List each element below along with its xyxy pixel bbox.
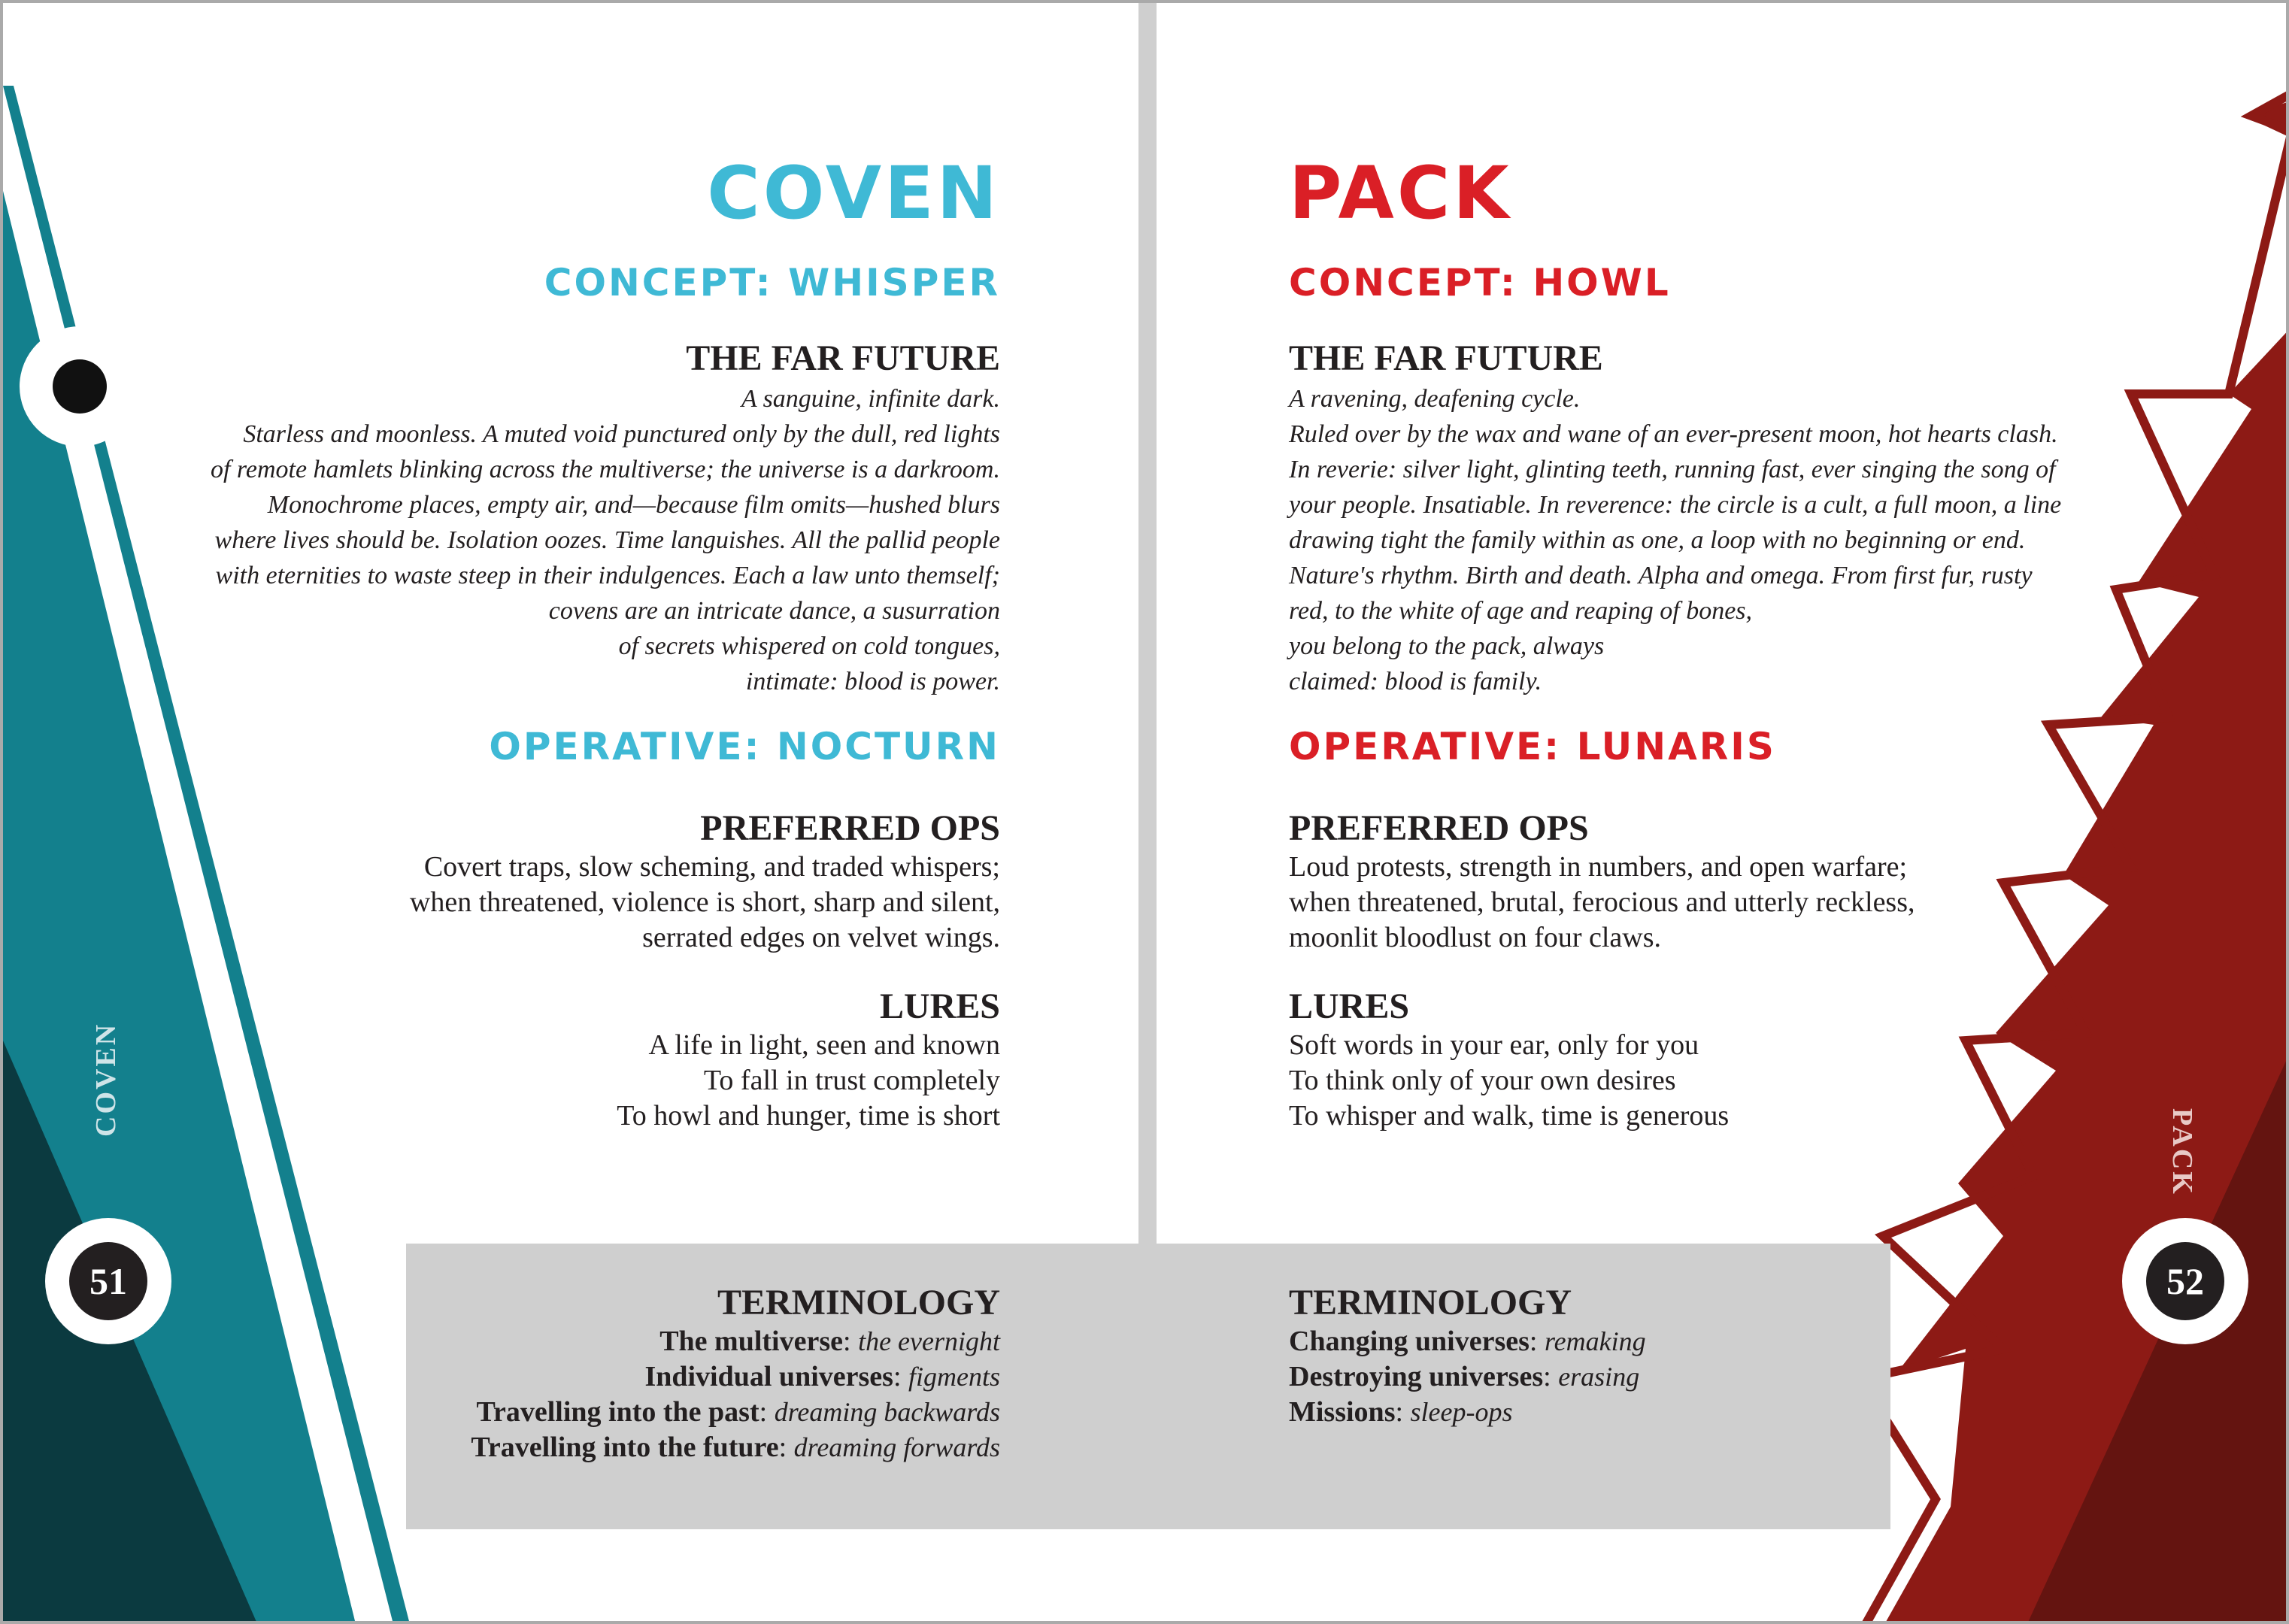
term-sep: :: [1395, 1396, 1411, 1428]
text-line: when threatened, brutal, ferocious and utterly reckless,: [1289, 886, 1915, 918]
page-number-left: 51: [69, 1242, 147, 1320]
terminology-row: [1289, 1359, 2154, 1395]
pack-column: [1289, 151, 2154, 1134]
coven-dot-icon: [53, 359, 107, 414]
text-line: Monochrome places, empty air, and—because film omits—hushed blurs: [267, 491, 1000, 519]
term-sep: :: [759, 1396, 775, 1428]
pack-far-future-text: [1289, 381, 2154, 699]
pack-concept: CONCEPT: HOWL: [1289, 261, 1671, 304]
text-line: when threatened, violence is short, sharp and silent,: [409, 886, 1000, 918]
term-value: sleep-ops: [1410, 1397, 1513, 1427]
terminology-row: [0, 1395, 1000, 1430]
pack-terminology-heading: TERMINOLOGY: [1289, 1283, 1572, 1323]
text-line: moonlit bloodlust on four claws.: [1289, 922, 1662, 953]
text-line: To fall in trust completely: [703, 1065, 1000, 1096]
term-sep: :: [1529, 1326, 1545, 1357]
terminology-row: [0, 1359, 1000, 1395]
coven-operative: OPERATIVE: NOCTURN: [489, 725, 1000, 768]
pack-preferred-ops-text: [1289, 850, 2154, 956]
pack-side-label: PACK: [2166, 1108, 2198, 1196]
coven-preferred-ops-text: [0, 850, 1000, 956]
text-line: Ruled over by the wax and wane of an ever-present moon, hot hearts clash.: [1289, 420, 2058, 448]
term-label: Missions: [1289, 1396, 1396, 1428]
terminology-row: [0, 1324, 1000, 1359]
coven-lures-text: [0, 1028, 1000, 1134]
terminology-row: [1289, 1395, 2154, 1430]
term-sep: :: [778, 1432, 794, 1463]
text-line: of secrets whispered on cold tongues,: [618, 632, 1000, 660]
coven-side-label: COVEN: [90, 1022, 122, 1137]
coven-far-future-text: [0, 381, 1000, 699]
pack-operative: OPERATIVE: LUNARIS: [1289, 725, 1776, 768]
coven-title: COVEN: [707, 151, 1000, 235]
term-label: The multiverse: [659, 1326, 843, 1357]
terminology-row: [1289, 1324, 2154, 1359]
text-line: A life in light, seen and known: [648, 1029, 1000, 1061]
text-line: with eternities to waste steep in their indulgences. Each a law unto themself;: [215, 562, 1000, 589]
term-label: Destroying universes: [1289, 1361, 1544, 1392]
term-value: remaking: [1544, 1326, 1646, 1356]
text-line: drawing tight the family within as one, a loop with no beginning or end.: [1289, 526, 2026, 554]
gutter-divider: [1138, 3, 1157, 1251]
text-line: where lives should be. Isolation oozes. Time languishes. All the pallid people: [214, 526, 1000, 554]
term-value: the evernight: [858, 1326, 1000, 1356]
text-line: Loud protests, strength in numbers, and open warfare;: [1289, 851, 1908, 883]
coven-far-future-heading: THE FAR FUTURE: [686, 338, 1000, 378]
term-sep: :: [843, 1326, 859, 1357]
text-line: intimate: blood is power.: [745, 668, 1000, 695]
text-line: Starless and moonless. A muted void punctured only by the dull, red lights: [243, 420, 1000, 448]
text-line: claimed: blood is family.: [1289, 668, 1542, 695]
text-line: A sanguine, infinite dark.: [741, 385, 1000, 413]
term-value: dreaming forwards: [793, 1432, 1000, 1462]
text-line: Soft words in your ear, only for you: [1289, 1029, 1699, 1061]
text-line: In reverie: silver light, glinting teeth, running fast, ever singing the song of: [1289, 456, 2056, 483]
text-line: you belong to the pack, always: [1289, 632, 1605, 660]
pack-preferred-ops-heading: PREFERRED OPS: [1289, 808, 1589, 848]
text-line: To howl and hunger, time is short: [617, 1100, 1000, 1132]
text-line: Covert traps, slow scheming, and traded whispers;: [423, 851, 1000, 883]
coven-preferred-ops-heading: PREFERRED OPS: [700, 808, 1000, 848]
terminology-row: [0, 1430, 1000, 1465]
pack-far-future-heading: THE FAR FUTURE: [1289, 338, 1603, 378]
pack-title: PACK: [1289, 151, 1512, 235]
term-label: Travelling into the past: [476, 1396, 759, 1428]
text-line: your people. Insatiable. In reverence: the circle is a cult, a full moon, a line: [1289, 491, 2062, 519]
coven-concept: CONCEPT: WHISPER: [544, 261, 1000, 304]
coven-lures-heading: LURES: [879, 986, 1000, 1026]
pack-terminology: [1289, 1285, 2154, 1430]
coven-terminology-heading: TERMINOLOGY: [717, 1283, 1000, 1323]
term-sep: :: [1543, 1361, 1559, 1392]
coven-column: [0, 151, 1000, 1134]
text-line: red, to the white of age and reaping of bones,: [1289, 597, 1753, 625]
term-value: figments: [908, 1362, 1000, 1392]
pack-lures-text: [1289, 1028, 2154, 1134]
term-sep: :: [893, 1361, 908, 1392]
text-line: Nature's rhythm. Birth and death. Alpha and omega. From first fur, rusty: [1289, 562, 2033, 589]
text-line: A ravening, deafening cycle.: [1289, 385, 1581, 413]
page-number-right: 52: [2146, 1242, 2224, 1320]
pack-lures-heading: LURES: [1289, 986, 1410, 1026]
term-value: erasing: [1558, 1362, 1640, 1392]
text-line: of remote hamlets blinking across the multiverse; the universe is a darkroom.: [210, 456, 1000, 483]
text-line: covens are an intricate dance, a susurration: [548, 597, 1000, 625]
text-line: serrated edges on velvet wings.: [642, 922, 1000, 953]
text-line: To think only of your own desires: [1289, 1065, 1676, 1096]
term-value: dreaming backwards: [774, 1397, 1000, 1427]
text-line: To whisper and walk, time is generous: [1289, 1100, 1730, 1132]
term-label: Changing universes: [1289, 1326, 1530, 1357]
term-label: Individual universes: [644, 1361, 893, 1392]
term-label: Travelling into the future: [471, 1432, 779, 1463]
